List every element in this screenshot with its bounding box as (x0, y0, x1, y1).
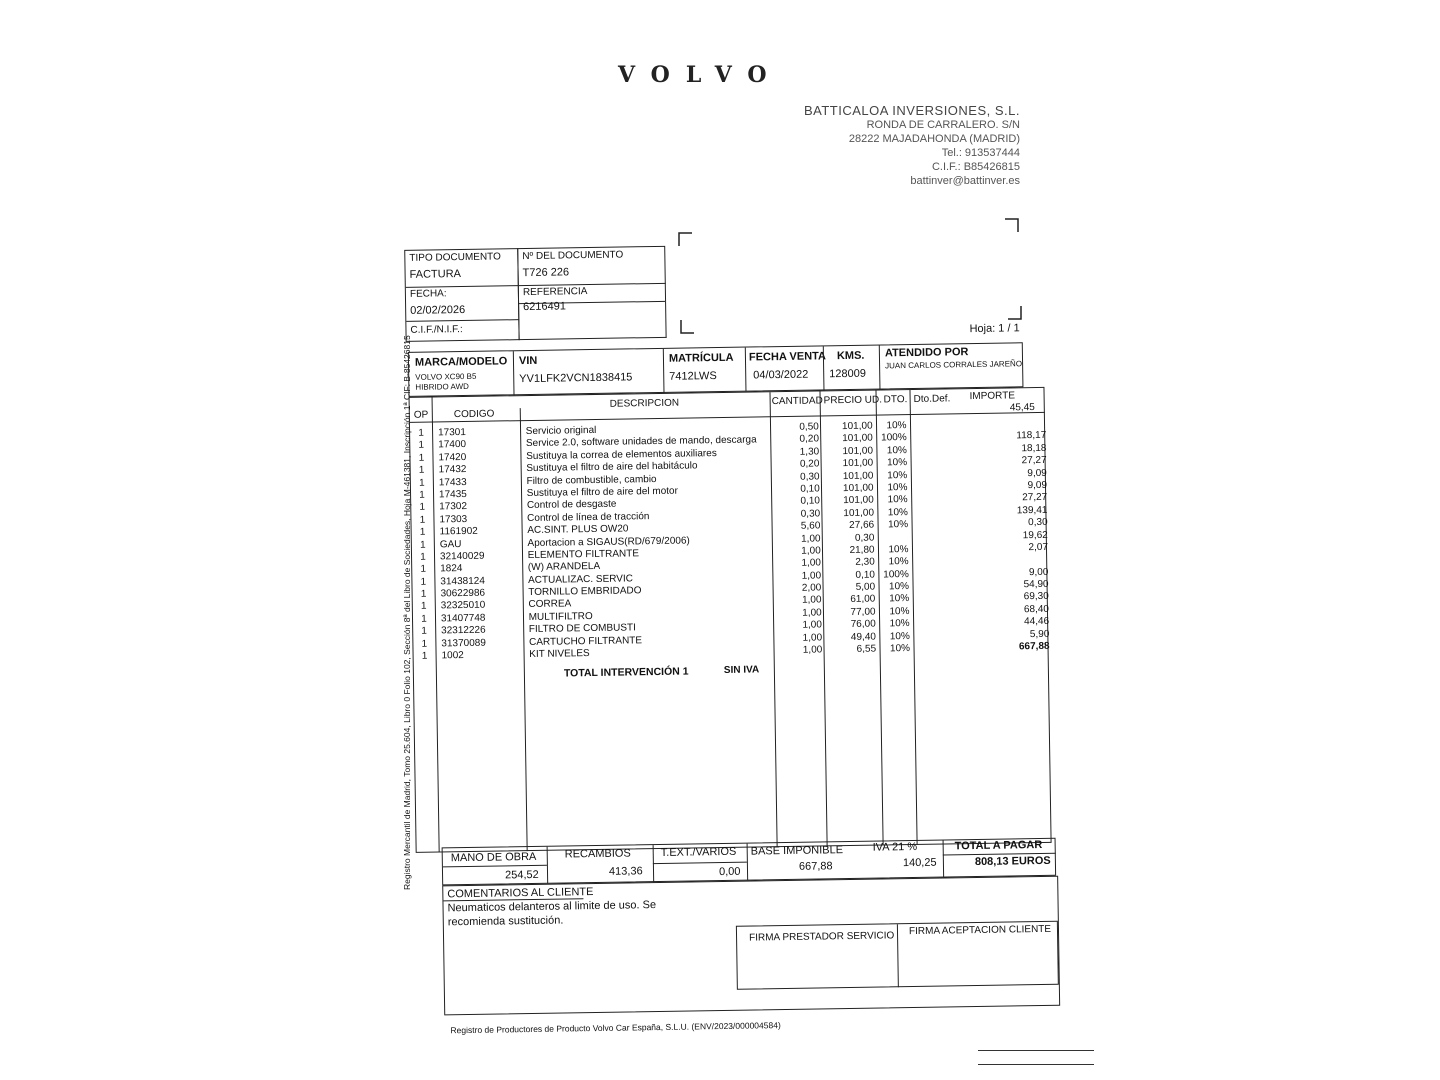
row-cantidad: 0,10 (800, 495, 821, 508)
doc-info-left (404, 248, 519, 342)
row-importe: 0,30 (1028, 516, 1048, 529)
row-description: Sustituya el filtro de aire del habitáculo (526, 460, 698, 475)
company-phone: Tel.: 913537444 (941, 147, 1020, 159)
row-code: 30622986 (440, 587, 486, 600)
fecha-venta-label: FECHA VENTA (748, 350, 827, 364)
row-importe: 9,00 (1028, 566, 1049, 578)
row-cantidad: 1,00 (801, 594, 822, 607)
row-code: 31407748 (440, 612, 486, 625)
row-precio: 101,00 (842, 470, 874, 482)
signature-line (978, 1064, 1094, 1065)
cif-label: C.I.F./N.I.F.: (410, 324, 463, 336)
row-dto: 10% (889, 605, 910, 618)
recambios-label: RECAMBIOS (564, 847, 631, 861)
row-dto: 10% (887, 469, 908, 481)
row-cantidad: 0,50 (799, 421, 819, 433)
row-description: Filtro de combustible, cambio (526, 473, 657, 487)
firma-prestador-label: FIRMA PRESTADOR SERVICIO (748, 930, 895, 944)
row-code: 31438124 (440, 575, 485, 588)
row-importe: 69,30 (1023, 591, 1049, 603)
atendido-value: JUAN CARLOS CORRALES JAREÑO (885, 359, 1023, 371)
row-dtodef (906, 419, 946, 432)
comments-box (442, 876, 1060, 1016)
row-dto: 10% (887, 506, 908, 519)
row-precio: 101,00 (842, 445, 874, 457)
row-dtodef (909, 605, 949, 618)
total-pagar-label: TOTAL A PAGAR (954, 838, 1043, 853)
row-op: 1 (420, 576, 427, 588)
signature-area (736, 921, 1059, 990)
base-imponible-value: 667,88 (798, 860, 833, 873)
row-description: KIT NIVELES (529, 648, 590, 661)
items-rows (410, 418, 1050, 663)
row-importe: 667,88 (1018, 640, 1050, 653)
row-dto: 10% (887, 482, 908, 494)
numero-documento-label: Nº DEL DOCUMENTO (522, 249, 624, 263)
tipo-documento-label: TIPO DOCUMENTO (409, 251, 501, 264)
row-dto: 10% (888, 543, 909, 556)
row-precio: 2,30 (855, 556, 875, 569)
row-importe: 27,27 (1021, 455, 1047, 467)
row-dto: 10% (889, 618, 910, 630)
volvo-logo: VOLVO (618, 62, 783, 88)
row-description: MULTIFILTRO (528, 610, 593, 623)
col-precio: PRECIO UD. (823, 394, 883, 407)
comments-text-1: Neumaticos delanteros al limite de uso. Se (447, 899, 657, 915)
row-dtodef (910, 618, 950, 631)
row-op: 1 (419, 526, 426, 538)
row-op: 1 (421, 625, 428, 637)
fecha-value: 02/02/2026 (410, 303, 466, 317)
row-cantidad: 0,30 (800, 508, 821, 520)
row-dtodef (907, 469, 947, 482)
row-cantidad: 0,20 (799, 433, 820, 446)
row-description: ELEMENTO FILTRANTE (527, 548, 640, 561)
row-precio: 101,00 (843, 507, 875, 519)
firma-cliente-label: FIRMA ACEPTACION CLIENTE (908, 923, 1052, 938)
row-importe: 27,27 (1022, 492, 1048, 504)
row-cantidad: 5,60 (800, 520, 821, 532)
items-table (409, 387, 1052, 853)
hoja-number: Hoja: 1 / 1 (969, 322, 1020, 336)
row-importe: 54,90 (1023, 578, 1049, 591)
row-importe: 18,18 (1021, 442, 1047, 455)
row-precio: 76,00 (850, 618, 876, 631)
row-dtodef (908, 543, 948, 556)
row-importe: 68,40 (1023, 603, 1050, 616)
row-op: 1 (418, 427, 424, 439)
kms-label: KMS. (836, 349, 865, 363)
base-imponible-label: BASE IMPONIBLE (750, 844, 844, 858)
row-dtodef (910, 630, 950, 643)
row-precio: 5,00 (855, 581, 876, 593)
row-dto: 10% (886, 457, 908, 469)
row-description: Service 2.0, software unidades de mando, descarga (525, 434, 757, 450)
row-cantidad: 0,20 (799, 458, 820, 470)
row-importe: 118,17 (1016, 430, 1047, 442)
row-code: 17303 (439, 513, 468, 526)
marca-label: MARCA/MODELO (414, 355, 508, 369)
row-dtodef (907, 481, 947, 494)
company-city: 28222 MAJADAHONDA (MADRID) (848, 133, 1020, 145)
row-op: 1 (419, 514, 426, 526)
row-cantidad: 0,30 (800, 471, 820, 483)
footer-registro: Registro de Productores de Producto Volvo Car España, S.L.U. (ENV/2023/000004584) (450, 1020, 781, 1036)
invoice-sheet (400, 226, 1062, 1036)
referencia-label: REFERENCIA (522, 286, 588, 299)
row-op: 1 (418, 440, 425, 452)
row-code: 1824 (440, 563, 463, 575)
matricula-label: MATRÍCULA (668, 351, 734, 365)
row-dtodef (907, 444, 947, 457)
row-importe: 5,90 (1029, 628, 1050, 640)
row-description: ACTUALIZAC. SERVIC (528, 573, 634, 586)
row-cantidad: 1,00 (801, 570, 822, 582)
row-dto: 10% (889, 630, 910, 642)
row-code: 17435 (438, 488, 467, 501)
row-dto (874, 532, 908, 545)
recambios-value: 413,36 (608, 865, 643, 878)
numero-documento-value: T726 226 (522, 266, 570, 280)
row-dtodef (907, 457, 947, 470)
row-importe: 44,46 (1024, 616, 1050, 628)
col-dto: DTO. (883, 394, 908, 406)
row-op: 1 (418, 464, 425, 476)
row-description: Servicio original (525, 424, 597, 438)
row-op: 1 (418, 477, 425, 489)
row-description: CORREA (528, 598, 572, 611)
doc-info-right (517, 246, 666, 314)
row-code: 17432 (438, 464, 467, 476)
total-intervencion-label: TOTAL INTERVENCIÓN 1 (563, 665, 689, 680)
first-importe: 45,45 (1009, 402, 1035, 414)
row-precio: 61,00 (850, 594, 876, 606)
row-cantidad: 0,10 (800, 483, 820, 495)
mano-obra-label: MANO DE OBRA (450, 850, 537, 865)
row-op: 1 (420, 601, 427, 613)
company-email: battinver@battinver.es (910, 175, 1020, 187)
row-description: AC.SINT. PLUS OW20 (527, 523, 629, 537)
row-code: 17400 (438, 439, 467, 451)
marca-value-2: HIBRIDO AWD (415, 381, 469, 392)
row-cantidad: 1,00 (802, 619, 822, 631)
text-varios-label: T.EXT./VARIOS (660, 845, 737, 859)
kms-value: 128009 (829, 367, 867, 381)
row-code: 17302 (439, 501, 468, 513)
row-op: 1 (420, 588, 427, 600)
row-code: 32325010 (440, 600, 486, 612)
iva-value: 140,25 (902, 856, 937, 870)
fecha-label: FECHA: (409, 288, 447, 300)
comments-label: COMENTARIOS AL CLIENTE (447, 886, 594, 901)
col-descripcion: DESCRIPCION (609, 397, 680, 410)
row-op: 1 (419, 539, 426, 551)
col-cantidad: CANTIDAD (771, 395, 823, 408)
row-description: FILTRO DE COMBUSTI (528, 622, 636, 636)
row-op: 1 (420, 563, 427, 576)
mano-obra-value: 254,52 (504, 868, 539, 882)
row-code: GAU (439, 538, 462, 550)
row-precio: 101,00 (841, 420, 873, 433)
row-dto: 10% (889, 593, 910, 605)
vin-value: YV1LFK2VCN1838415 (519, 371, 633, 386)
row-cantidad: 1,00 (800, 532, 821, 545)
row-description: Sustituya el filtro de aire del motor (526, 485, 678, 499)
row-precio: 27,66 (849, 519, 875, 532)
row-dtodef (908, 519, 948, 532)
row-precio: 0,30 (854, 532, 875, 544)
row-dto: 10% (889, 643, 911, 655)
atendido-label: ATENDIDO POR (884, 346, 969, 360)
row-precio: 101,00 (843, 494, 874, 507)
row-dtodef (909, 581, 949, 594)
row-code: 17301 (437, 426, 466, 439)
row-description: CARTUCHO FILTRANTE (528, 634, 643, 648)
row-precio: 6,55 (856, 643, 877, 655)
row-description: Aportacion a SIGAUS(RD/679/2006) (527, 535, 690, 549)
company-info (804, 104, 1020, 188)
row-op: 1 (420, 551, 426, 563)
row-cantidad: 2,00 (801, 582, 822, 594)
row-cantidad: 1,00 (802, 607, 822, 619)
row-code: 32140029 (439, 550, 485, 563)
iva-label: IVA 21 % (872, 840, 918, 854)
row-code: 31370089 (441, 637, 486, 650)
row-description: TORNILLO EMBRIDADO (528, 585, 642, 599)
row-cantidad: 1,00 (802, 644, 823, 656)
row-dto: 10% (886, 420, 907, 432)
company-cif: C.I.F.: B85426815 (931, 161, 1020, 173)
row-op: 1 (419, 501, 426, 514)
row-precio: 77,00 (850, 606, 876, 618)
text-varios-value: 0,00 (718, 865, 741, 879)
row-description: Sustituya la correa de elementos auxiliares (526, 447, 717, 462)
row-dto: 100% (881, 432, 907, 444)
row-dtodef (908, 531, 948, 544)
col-op: OP (413, 409, 429, 421)
row-dto: 10% (887, 519, 909, 531)
row-dtodef (909, 568, 949, 581)
referencia-value: 6216491 (523, 300, 567, 314)
row-dto: 10% (887, 494, 908, 506)
row-code: 1161902 (439, 525, 478, 538)
row-precio: 101,00 (842, 457, 874, 470)
row-dtodef (908, 494, 948, 507)
vin-label: VIN (518, 354, 538, 368)
row-code: 1002 (441, 650, 464, 662)
row-precio: 49,40 (850, 631, 877, 643)
row-importe: 19,62 (1022, 529, 1048, 541)
row-cantidad: 1,00 (802, 632, 823, 644)
row-importe: 2,07 (1028, 541, 1049, 554)
col-codigo: CODIGO (453, 408, 495, 421)
total-pagar-value: 808,13 EUROS (974, 854, 1051, 869)
fecha-venta-value: 04/03/2022 (753, 368, 809, 382)
row-precio: 101,00 (842, 482, 874, 495)
row-dtodef (909, 556, 949, 569)
row-op: 1 (421, 650, 428, 662)
row-description: Control de desgaste (526, 498, 617, 512)
marca-value-1: VOLVO XC90 B5 (415, 371, 477, 382)
row-dto: 10% (886, 444, 907, 457)
col-dtodef: Dto.Def. (913, 393, 951, 405)
sin-iva-label: SIN IVA (723, 664, 760, 676)
company-name: BATTICALOA INVERSIONES, S.L. (803, 103, 1020, 118)
row-code: 32312226 (441, 624, 486, 637)
row-description: Control de línea de tracción (527, 510, 650, 524)
row-precio: 21,80 (849, 544, 875, 556)
signature-line (978, 1050, 1094, 1051)
row-cantidad: 1,00 (801, 557, 822, 570)
row-code: 17433 (438, 476, 467, 488)
comments-text-2: recomienda sustitución. (447, 914, 564, 929)
row-dto: 10% (888, 581, 910, 593)
row-importe: 139,41 (1016, 504, 1048, 517)
registro-mercantil-text: Registro Mercantil de Madrid, Tomo 25.604, Libro 0 Folio 102, Sección 8ª del Libro de Sociedades, Hoja M-461381, Inscripción 1ª CIF: B-85426815 (402, 335, 412, 890)
row-dtodef (908, 506, 948, 519)
row-dto: 100% (883, 568, 909, 581)
row-description: (W) ARANDELA (527, 561, 601, 574)
row-op: 1 (421, 613, 427, 625)
row-importe: 9,09 (1027, 479, 1048, 492)
row-importe: 9,09 (1027, 467, 1047, 479)
row-precio: 0,10 (855, 569, 876, 581)
row-op: 1 (419, 489, 425, 501)
row-precio: 101,00 (842, 432, 873, 445)
row-op: 1 (418, 452, 425, 464)
row-dto: 10% (888, 556, 909, 568)
col-importe: IMPORTE (969, 390, 1016, 403)
row-dtodef (909, 593, 949, 606)
matricula-value: 7412LWS (669, 370, 717, 383)
row-dtodef (910, 642, 950, 655)
row-code: 17420 (438, 451, 467, 464)
row-dtodef (907, 432, 947, 445)
tipo-documento-value: FACTURA (409, 268, 462, 281)
row-cantidad: 1,30 (799, 446, 820, 458)
row-op: 1 (421, 638, 428, 650)
row-cantidad: 1,00 (801, 545, 821, 557)
company-address: RONDA DE CARRALERO. S/N (866, 119, 1020, 131)
